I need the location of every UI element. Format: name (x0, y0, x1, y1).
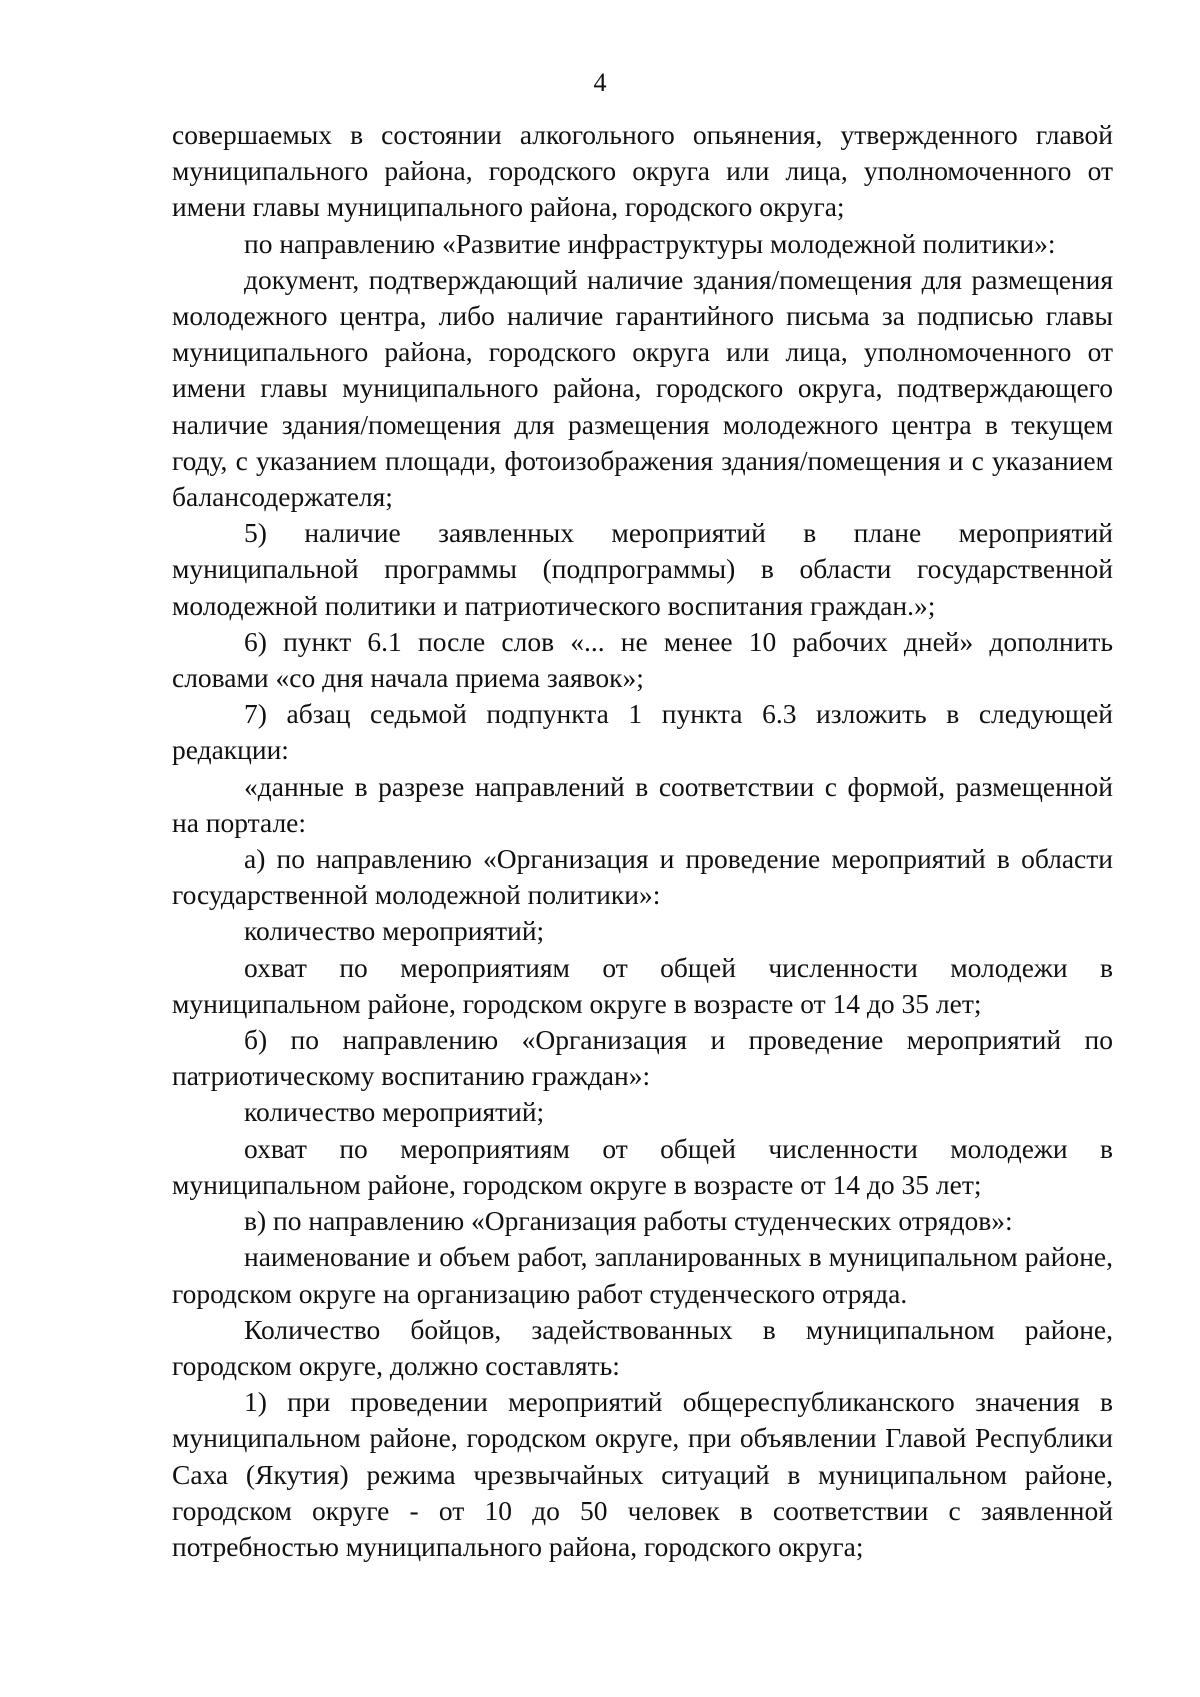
paragraph: 6) пункт 6.1 после слов «... не менее 10 рабочих дней» дополнить словами «со дня начала приема заявок»; (172, 625, 1113, 694)
paragraph: в) по направлению «Организация работы студенческих отрядов»: (244, 1205, 1013, 1237)
paragraph: количество мероприятий; (244, 1096, 545, 1128)
paragraph: б) по направлению «Организация и проведение мероприятий по патриотическому воспитанию граждан»: (172, 1024, 1113, 1092)
paragraph: количество мероприятий; (244, 915, 545, 947)
paragraph: 1) при проведении мероприятий общереспубликанского значения в муниципальном районе, городском округе, при объявлении Главой Республики Саха (Якутия) режима чрезвычайных ситуаций в муниципальном районе, городском округе - от 10 до 50 человек в соответствии с заявленной потребностью муниципального района, городского округа; (172, 1386, 1113, 1562)
paragraph: а) по направлению «Организация и проведение мероприятий в области государственной молодежной политики»: (172, 843, 1113, 911)
paragraph: Количество бойцов, задействованных в муниципальном районе, городском округе, должно составлять: (172, 1313, 1113, 1381)
paragraph: 5) наличие заявленных мероприятий в плане мероприятий муниципальной программы (подпрограммы) в области государственной молодежной политики и патриотического воспитания граждан.»; (172, 517, 1113, 621)
document-body (172, 117, 1113, 1565)
paragraph: 7) абзац седьмой подпункта 1 пункта 6.3 изложить в следующей редакции: (172, 698, 1113, 766)
paragraph: наименование и объем работ, запланированных в муниципальном районе, городском округе на организацию работ студенческого отряда. (172, 1241, 1113, 1309)
paragraph: по направлению «Развитие инфраструктуры молодежной политики»: (244, 227, 1056, 259)
page-number: 4 (593, 68, 607, 97)
paragraph: охват по мероприятиям от общей численности молодежи в муниципальном районе, городском округе в возрасте от 14 до 35 лет; (172, 951, 1113, 1019)
paragraph: документ, подтверждающий наличие здания/помещения для размещения молодежного центра, либо наличие гарантийного письма за подписью главы муниципального района, городского округа или лица, уполномоченного от имени главы муниципального района, городского округа, подтверждающего наличие здания/помещения для размещения молодежного центра в текущем году, с указанием площади, фотоизображения здания/помещения и с указанием балансодержателя; (172, 263, 1113, 513)
paragraph: «данные в разрезе направлений в соответствии с формой, размещенной на портале: (172, 770, 1113, 838)
paragraph: совершаемых в состоянии алкогольного опьянения, утвержденного главой муниципального района, городского округа или лица, уполномоченного от имени главы муниципального района, городского округа; (172, 119, 1113, 223)
paragraph: охват по мероприятиям от общей численности молодежи в муниципальном районе, городском округе в возрасте от 14 до 35 лет; (172, 1132, 1113, 1200)
